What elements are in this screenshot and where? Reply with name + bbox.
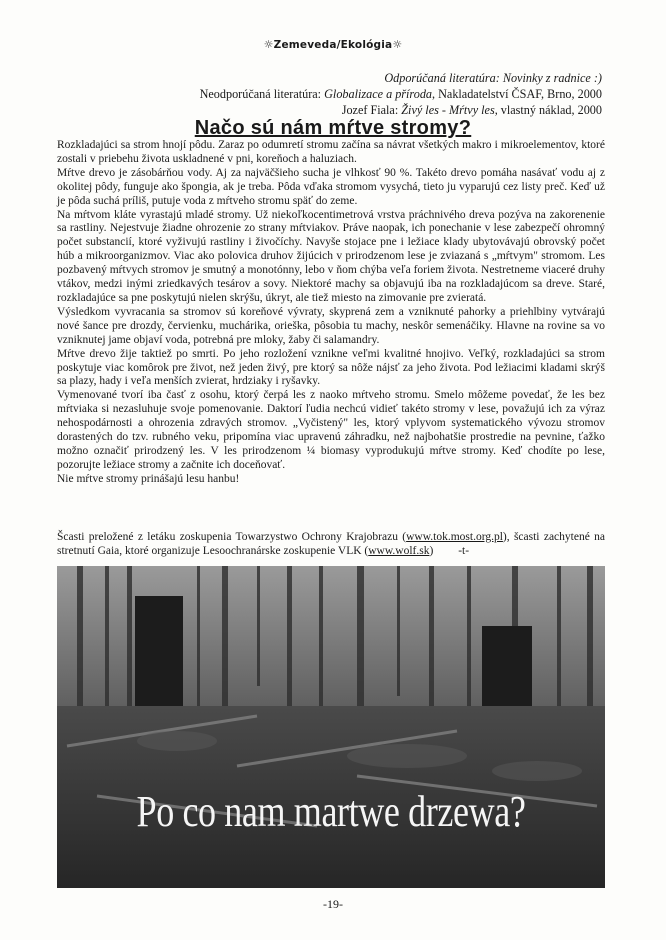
paragraph: Mŕtve drevo je zásobárňou vody. Aj za najväčšieho sucha je vlhkosť 90 %. Takéto drevo pomáha nasávať vodu aj z okolitej pôdy, funguje ako špongia, ak je treba. Pôda vďaka stromom vysychá, tieto ju vyparujú cez listy preč. Keď už je pôda suchá príliš, putuje voda z mŕtveho stromu späť do zeme. <box>57 166 605 207</box>
author-reference: Jozef Fiala: Živý les - Mŕtvy les, vlastný náklad, 2000 <box>341 103 602 117</box>
section-header <box>0 38 666 51</box>
forest-photo <box>57 566 605 888</box>
section-title: Zemeveda/Ekológia <box>273 39 393 51</box>
article-body <box>57 139 605 487</box>
paragraph: Rozkladajúci sa strom hnojí pôdu. Zaraz po odumretí stromu začína sa návrat všetkých makro i mikroelementov, ktoré zostali v priebehu života uskladnené v pni, koreňoch a haluziach. <box>57 139 605 165</box>
link-tok[interactable]: www.tok.most.org.pl <box>406 531 503 543</box>
article-title: Načo sú nám mŕtve stromy? <box>194 117 472 139</box>
paragraph: Na mŕtvom kláte vyrastajú mladé stromy. Už niekoľkocentimetrová vrstva práchnivého dreva pozýva na zakorenenie sa rastliny. Nejestvuje žiadne ohrozenie zo strany mŕtviakov. Práve naopak, ich ponechanie v lese zabezpečí ohromný počet substancií, ktoré vyživujú rastliny i živočíchy. Navyše stojace pne i ležiace klady ubytovávajú obrovský počet húb a mikroorganizmov. Viac ako polovica druhov žijúcich v prirodzenom lese je zviazaná s „mŕtvym" stromom. Les pozbavený mŕtvych stromov je smutný a monotónny, lebo v ňom chýba veľa foriem života. Nestretneme viaceré druhy vtákov, medzi inými zriedkavých tesárov a sovy. Niektoré machy sa objavujú iba na rozkladajúcom sa dreve. Staré, rozkladajúce sa pne poskytujú nielen skrýšu, úkryt, ale tiež miesto na zimovanie pre zvieratá. <box>57 208 605 304</box>
paragraph: Mŕtve drevo žije taktiež po smrti. Po jeho rozložení vznikne veľmi kvalitné hnojivo. Veľký, rozkladajúci sa strom poskytuje viac komôrok pre život, než jeden živý, pre ktorý sa nôže nájsť za jeho života. Pod ležiacimi kladami skrýš sa plazy, hady i veľa menších zvierat, hrdziaky i ryšavky. <box>57 347 605 388</box>
link-wolf[interactable]: www.wolf.sk <box>368 545 430 557</box>
paragraph: Výsledkom vyvracania sa stromov sú koreňové vývraty, skyprená zem a vzniknuté pahorky a priehlbiny vytvárajú nové šance pre drozdy, červienku, muchárika, orieška, pôsobia tu machy, neskôr semenáčiky. Hlavne na rovine sa vo vzniknutej jame objaví voda, potrebná pre mloky, žaby či salamandry. <box>57 305 605 346</box>
not-recommended-literature: Neodporúčaná literatúra: Globalizace a příroda, Nakladatelství ČSAF, Brno, 2000 <box>199 87 602 101</box>
dead-forest-illustration <box>57 566 605 888</box>
photo-caption: Po co nam martwe drzewa? <box>136 787 526 836</box>
page-number: -19- <box>323 897 343 911</box>
literature-references <box>42 70 602 118</box>
paragraph: Vymenované tvorí iba časť z osohu, ktorý čerpá les z naoko mŕtveho stromu. Smelo môžeme povedať, že les bez mŕtviaka si nezasluhuje svoje pomenovanie. Daktorí ľudia nechcú vidieť takéto stromy v lese, považujú ich za výraz nehospodárnosti a ohrozenia zdravých stromov. „Vyčistený" les, ktorý vplyvom systematického vývozu stromov dorastených do tzv. rubného veku, pripomína viac upravenú záhradku, než najbohatšie prostredie na pevnine, ťažko možno označiť prirodzený les. V les prirodzenom ¼ biomasy vyprodukujú mŕtve stromy. Keď chodíte po lese, pozorujte ležiace stromy a začnite ich doceňovať. <box>57 389 605 471</box>
closing-line: Nie mŕtve stromy prinášajú lesu hanbu! <box>57 472 240 485</box>
recommended-literature: Odporúčaná literatúra: Novinky z radnice :) <box>384 71 602 85</box>
sun-icon: ☼ <box>392 38 403 51</box>
signature: -t- <box>458 545 470 557</box>
sun-icon: ☼ <box>263 38 274 51</box>
credits: Šcasti preložené z letáku zoskupenia Towarzystwo Ochrony Krajobrazu (www.tok.most.org.pl), šcasti zachytené na stretnutí Gaia, ktoré organizuje Lesoochranárske zoskupenie VLK (www.wolf.sk) -t- <box>57 531 605 557</box>
